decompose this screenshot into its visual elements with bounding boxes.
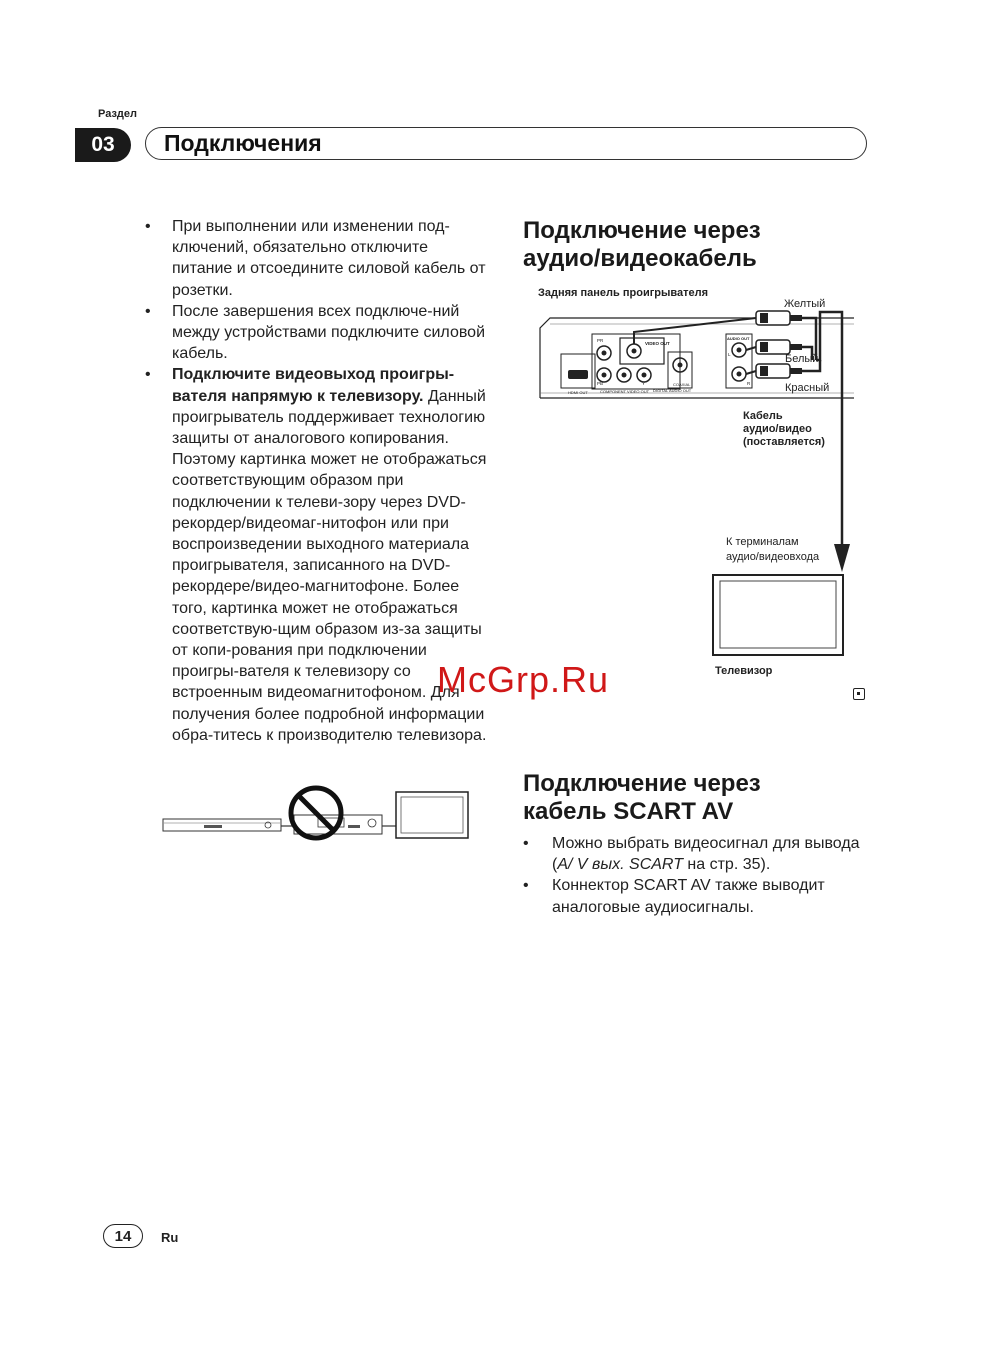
svg-text:DIGITAL AUDIO OUT: DIGITAL AUDIO OUT bbox=[653, 388, 692, 393]
svg-text:HDMI OUT: HDMI OUT bbox=[568, 390, 588, 395]
svg-text:L: L bbox=[728, 352, 731, 357]
scart-section-heading: Подключение через кабель SCART AV bbox=[523, 770, 761, 825]
cable-label-line1: Кабель bbox=[743, 410, 783, 422]
end-of-section-icon bbox=[853, 688, 865, 700]
bullet-text: Коннектор SCART AV также выводит аналоговые аудиосигналы. bbox=[552, 877, 825, 916]
bullet-icon: • bbox=[145, 218, 151, 235]
chapter-title: Подключения bbox=[145, 127, 867, 160]
bullet-text: При выполнении или изменении под-ключений, обязательно отключите питание и отсоедините силовой кабель от розетки. bbox=[172, 218, 486, 299]
section-label: Раздел bbox=[98, 108, 137, 120]
svg-text:PB: PB bbox=[597, 381, 604, 386]
terminals-label-line1: К терминалам bbox=[726, 536, 799, 548]
tv-illustration bbox=[396, 792, 468, 838]
bullet-icon: • bbox=[145, 366, 151, 384]
bullet-item bbox=[523, 875, 868, 917]
tv-illustration bbox=[713, 575, 843, 655]
prohibited-connection-illustration bbox=[160, 782, 472, 844]
svg-text:PR: PR bbox=[597, 338, 604, 343]
svg-text:Y: Y bbox=[642, 381, 646, 386]
bullet-item: • Можно выбрать видеосигнал для вывода (A/ V вых. SCART на стр. 35). bbox=[523, 833, 868, 875]
av-section-heading: Подключение через аудио/видеокабель bbox=[523, 217, 761, 272]
dvd-player-illustration bbox=[163, 819, 281, 831]
svg-text:COAXIAL: COAXIAL bbox=[673, 382, 691, 387]
bullet-icon: • bbox=[145, 302, 151, 320]
bullet-bold-text: Подключите видеовыход проигры-вателя напрямую к телевизору. bbox=[172, 366, 455, 405]
bullet-item bbox=[145, 216, 490, 301]
cable-label-line3: (поставляется) bbox=[743, 436, 825, 448]
bullet-icon: • bbox=[523, 877, 529, 895]
av-connection-diagram bbox=[520, 282, 870, 682]
bullet-item bbox=[145, 301, 490, 365]
svg-text:COMPONENT VIDEO OUT: COMPONENT VIDEO OUT bbox=[600, 389, 650, 394]
bullet-icon: • bbox=[523, 835, 529, 852]
scart-bullet-list bbox=[523, 833, 868, 918]
svg-text:AUDIO OUT: AUDIO OUT bbox=[727, 336, 750, 341]
bullet-text: После завершения всех подключе-ний между устройствами подключите силовой кабель. bbox=[172, 302, 485, 363]
rear-panel-label: Задняя панель проигрывателя bbox=[538, 287, 709, 299]
red-label: Красный bbox=[785, 382, 830, 394]
terminals-label-line2: аудио/видеовхода bbox=[726, 551, 820, 563]
white-plug bbox=[746, 340, 802, 354]
svg-text:VIDEO OUT: VIDEO OUT bbox=[645, 341, 670, 346]
red-plug bbox=[746, 364, 802, 378]
menu-reference-link: A/ V вых. SCART bbox=[557, 856, 683, 874]
white-label: Белый bbox=[785, 353, 819, 365]
svg-text:R: R bbox=[747, 381, 751, 386]
cable-label-line2: аудио/видео bbox=[743, 423, 812, 435]
watermark: McGrp.Ru bbox=[437, 659, 610, 700]
yellow-label: Желтый bbox=[784, 298, 826, 310]
page-number: 14 bbox=[103, 1224, 143, 1248]
tv-label: Телевизор bbox=[715, 665, 773, 677]
yellow-plug bbox=[756, 311, 802, 325]
section-number-badge: 03 bbox=[75, 128, 131, 162]
bullet-text: Данный проигрыватель поддерживает технологию защиты от аналогового копирования. Поэтому картинка может не отображаться соответствующим образом при подключении к телеви-зору через DVD-рекордер/видеомаг-нитофон или при воспроизведении выходного материала проигрывателя, записанного на DVD-рекордере/видео-магнитофоне. Более того, картинка может не отображаться соответствую-щим образом из-за защиты от копи-рования при подключении проигры-вателя к телевизору со встроенным видеомагнитофоном. Для получения более подробной информации обра-титесь к производителю телевизора. bbox=[172, 387, 487, 744]
language-code: Ru bbox=[161, 1230, 179, 1245]
